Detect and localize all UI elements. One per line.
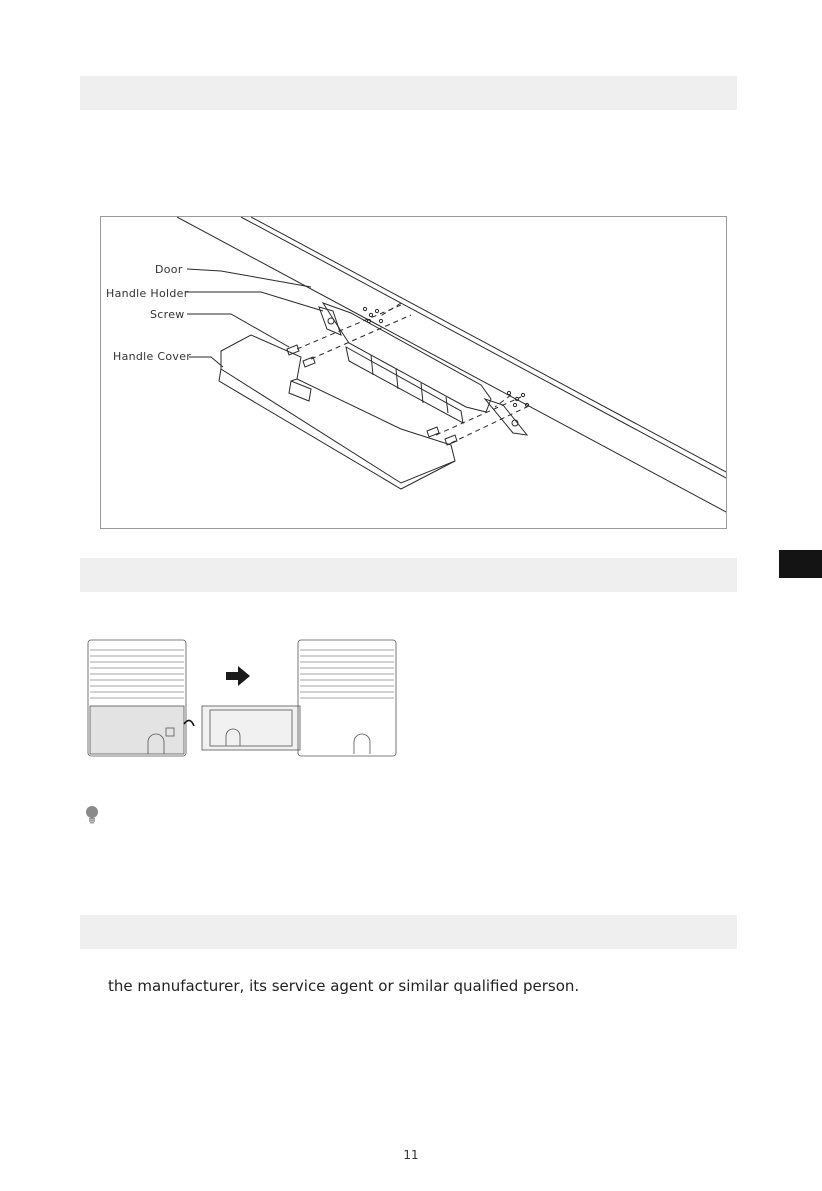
callout-handle-cover: Handle Cover	[113, 350, 192, 363]
section-header-bar-2	[80, 558, 737, 592]
right-arrow-icon	[226, 666, 250, 686]
language-side-tab	[779, 550, 822, 578]
page-number: 11	[403, 1148, 419, 1162]
lightbulb-icon	[85, 806, 99, 824]
callout-door: Door	[155, 263, 183, 276]
tank-removal-drawing	[86, 636, 398, 760]
handle-installation-drawing	[101, 217, 727, 529]
callout-screw: Screw	[150, 308, 185, 321]
section-header-bar-3	[80, 915, 737, 949]
callout-handle-holder: Handle Holder	[106, 287, 189, 300]
handle-installation-figure	[100, 216, 727, 529]
tank-removal-figure	[86, 636, 398, 760]
section-header-bar-1	[80, 76, 737, 110]
body-text-line: the manufacturer, its service agent or similar qualified person.	[108, 977, 580, 995]
